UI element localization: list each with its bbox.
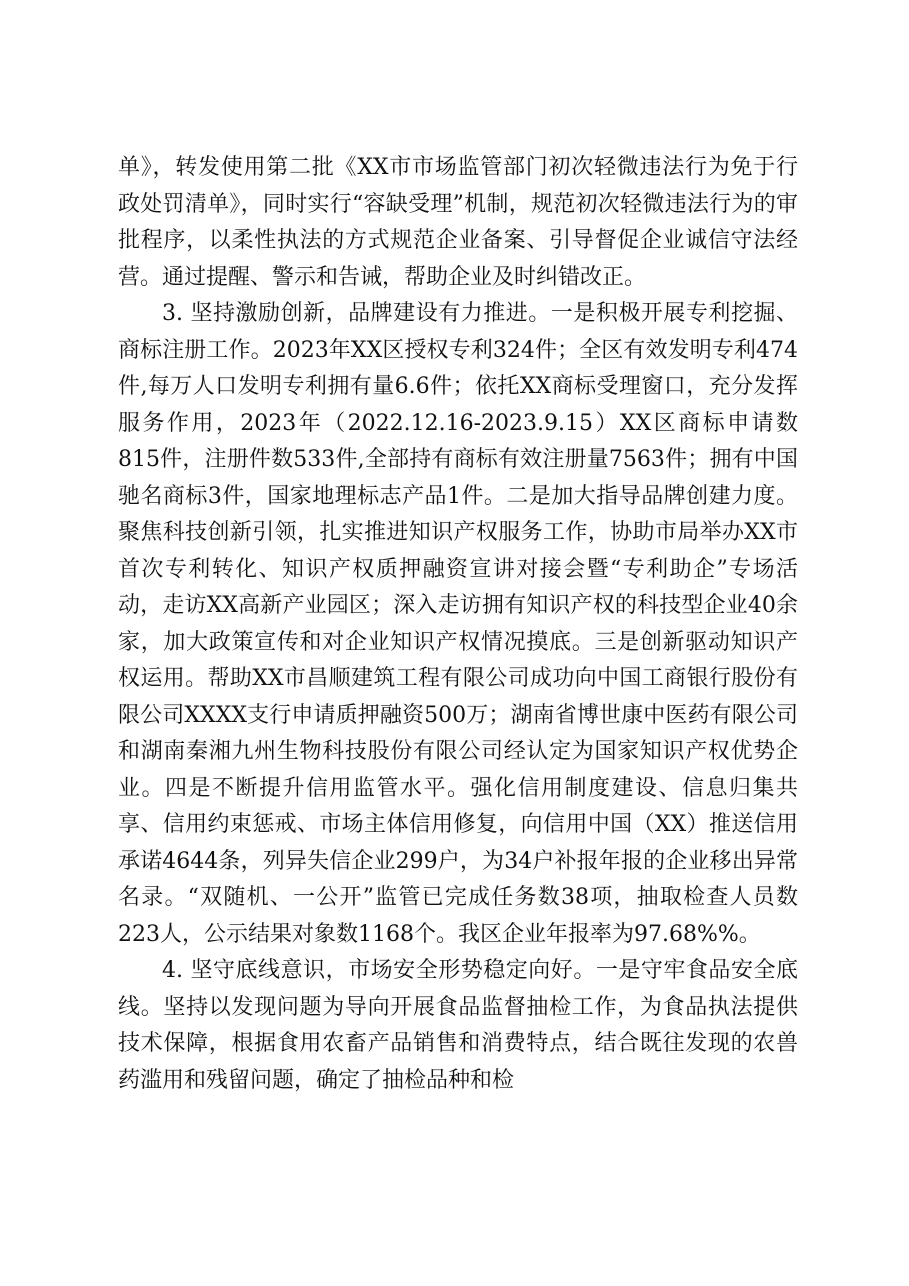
paragraph-market-safety: 4. 坚守底线意识，市场安全形势稳定向好。一是守牢食品安全底线。坚持以发现问题为导向开展食品监督抽检工作，为食品执法提供技术保障，根据食用农畜产品销售和消费特点，结合既往发现的农兽药滥用和残留问题，确定了抽检品种和检 (118, 958, 798, 1093)
paragraph-brand-building: 3. 坚持激励创新，品牌建设有力推进。一是积极开展专利挖掘、商标注册工作。2023年XX区授权专利324件；全区有效发明专利474件,每万人口发明专利拥有量6.6件；依托XX商标受理窗口，充分发挥服务作用，2023年（2022.12.16-2023.9.15）XX区商标申请数815件，注册件数533件,全部持有商标有效注册量7563件；拥有中国驰名商标3件，国家地理标志产品1件。二是加大指导品牌创建力度。聚焦科技创新引领，扎实推进知识产权服务工作，协助市局举办XX市首次专利转化、知识产权质押融资宣讲对接会暨“专利助企”专场活动，走访XX高新产业园区；深入走访拥有知识产权的科技型企业40余家，加大政策宣传和对企业知识产权情况摸底。三是创新驱动知识产权运用。帮助XX市昌顺建筑工程有限公司成功向中国工商银行股份有限公司XXXX支行申请质押融资500万；湖南省博世康中医药有限公司和湖南秦湘九州生物科技股份有限公司经认定为国家知识产权优势企业。四是不断提升信用监管水平。强化信用制度建设、信息归集共享、信用约束惩戒、市场主体信用修复，向信用中国（XX）推送信用承诺4644条，列异失信企业299户，为34户补报年报的企业移出异常名录。“双随机、一公开”监管已完成任务数38项，抽取检查人员数223人，公示结果对象数1168个。我区企业年报率为97.68%%。 (118, 301, 798, 947)
document-body (118, 150, 798, 1099)
paragraph-continuation: 单》，转发使用第二批《XX市市场监管部门初次轻微违法行为免于行政处罚清单》，同时实行“容缺受理”机制，规范初次轻微违法行为的审批程序，以柔性执法的方式规范企业备案、引导督促企业诚信守法经营。通过提醒、警示和告诫，帮助企业及时纠错改正。 (118, 155, 798, 290)
